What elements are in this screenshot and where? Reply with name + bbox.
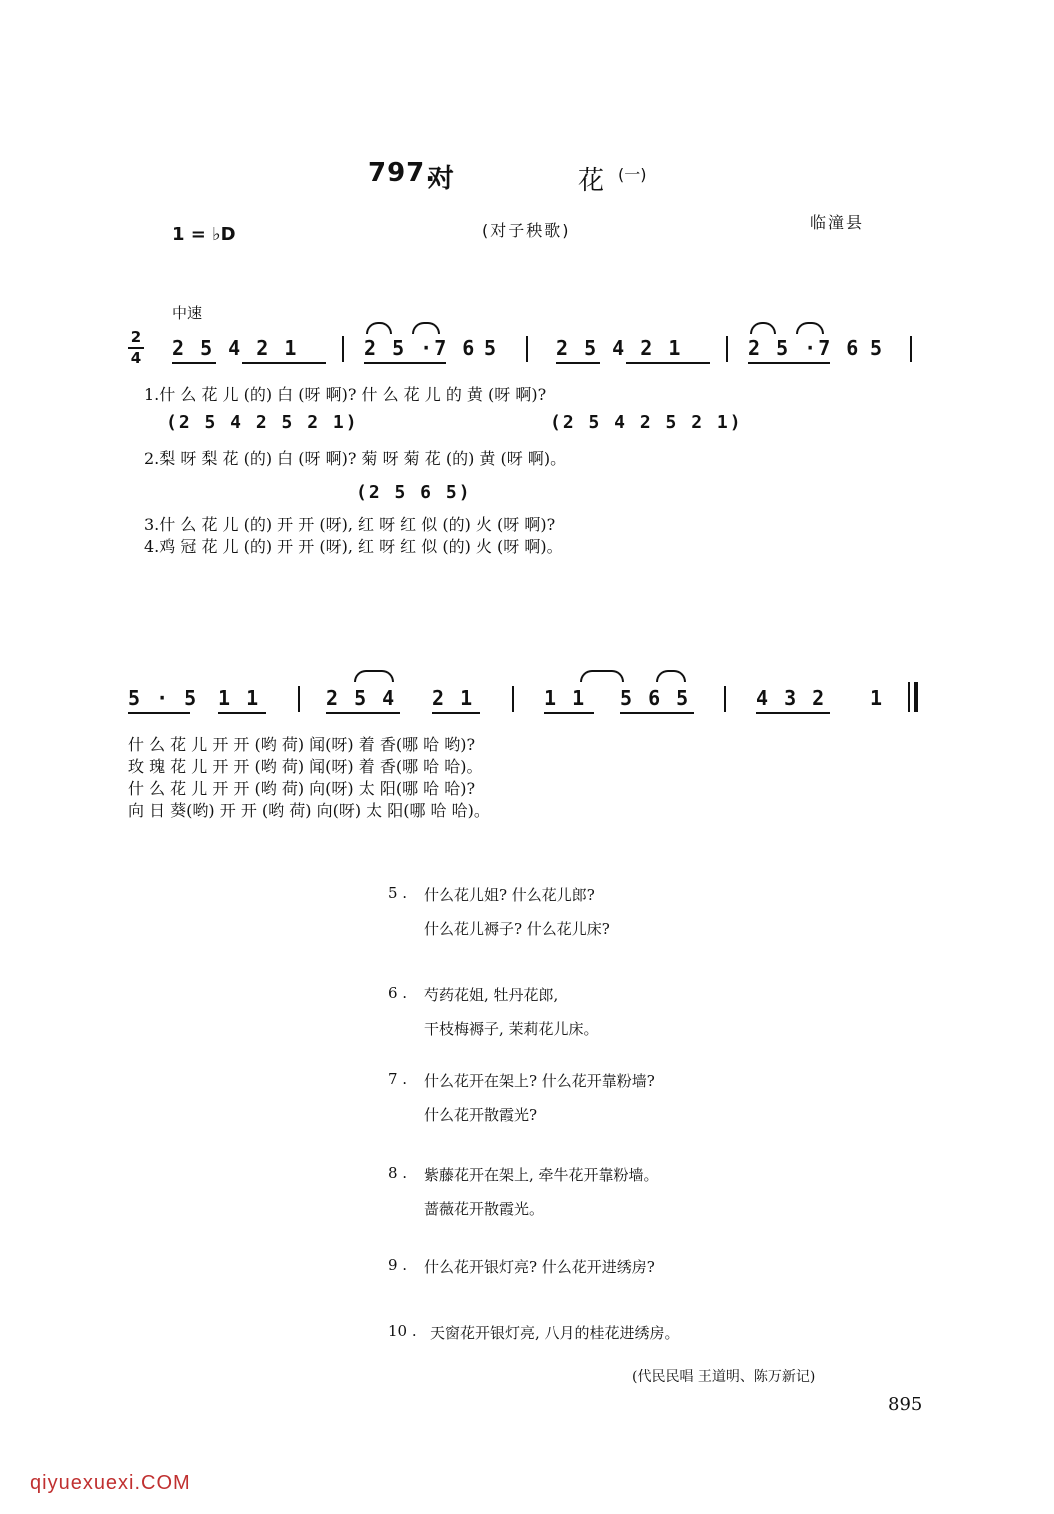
title-part-note: (一) (618, 165, 647, 184)
note-group: 2 5 4 2 1 (556, 336, 683, 360)
song-number: 797. (368, 158, 437, 188)
lyric-line: 1.什 么 花 儿 (的) 白 (呀 啊)? 什 么 花 儿 的 黄 (呀 啊)? (144, 385, 547, 404)
beam-line (626, 362, 710, 364)
title-char-2: 花 (578, 166, 605, 196)
note-group: 2 5 ·7 6 (748, 336, 861, 360)
verse-number: 5 . (388, 884, 408, 902)
note-group: 2 5 ·7 6 (364, 336, 477, 360)
lyric-line: 3.什 么 花 儿 (的) 开 开 (呀), 红 呀 红 似 (的) 火 (呀 啊)? (144, 515, 556, 534)
verse-line: 芍药花姐, 牡丹花郎, (424, 986, 559, 1004)
song-genre: (对子秧歌) (482, 221, 571, 240)
note-group: 1 1 (544, 686, 587, 710)
verse-line: 紫藤花开在架上, 牵牛花开靠粉墙。 (424, 1166, 659, 1184)
beam-line (556, 362, 600, 364)
page-number: 895 (888, 1394, 923, 1415)
key-signature: 1 = ♭D (172, 224, 236, 245)
note-group: 5 · 5 (128, 686, 199, 710)
beam-line (128, 712, 190, 714)
region-label: 临潼县 (810, 213, 865, 232)
barline (724, 686, 726, 712)
slur-mark (750, 322, 776, 334)
verse-line: 什么花开在架上? 什么花开靠粉墙? (424, 1072, 655, 1090)
note-group: 5 6 5 (620, 686, 691, 710)
verse-line: 干枝梅褥子, 茉莉花儿床。 (424, 1020, 599, 1038)
verse-line: 什么花开散霞光? (424, 1106, 538, 1124)
verse-line: 什么花儿褥子? 什么花儿床? (424, 920, 610, 938)
barline (512, 686, 514, 712)
lyric-line: 向 日 葵(哟) 开 开 (哟 荷) 向(呀) 太 阳(哪 哈 哈)。 (128, 801, 490, 820)
alternate-melody-1a: (2 5 4 2 5 2 1) (166, 412, 359, 433)
slur-mark (580, 670, 624, 682)
alternate-melody-2: (2 5 6 5) (356, 482, 472, 503)
lyric-line: 什 么 花 儿 开 开 (哟 荷) 向(呀) 太 阳(哪 哈 哈)? (128, 779, 476, 798)
barline (910, 336, 912, 362)
note-group: 2 5 4 2 1 (172, 336, 299, 360)
verse-number: 6 . (388, 984, 408, 1002)
verse-line: 什么花开银灯亮? 什么花开进绣房? (424, 1258, 655, 1276)
final-barline (908, 682, 910, 712)
lyric-line: 什 么 花 儿 开 开 (哟 荷) 闻(呀) 着 香(哪 哈 哟)? (128, 735, 476, 754)
verse-number: 10 . (388, 1322, 417, 1340)
verse-line: 什么花儿姐? 什么花儿郎? (424, 886, 595, 904)
barline (526, 336, 528, 362)
beam-line (364, 362, 446, 364)
beam-line (620, 712, 694, 714)
slur-mark (412, 322, 440, 334)
slur-mark (796, 322, 824, 334)
beam-line (326, 712, 400, 714)
beam-line (432, 712, 480, 714)
tempo-marking: 中速 (172, 304, 203, 322)
slur-mark (656, 670, 686, 682)
note-group: 2 1 (432, 686, 475, 710)
verse-number: 7 . (388, 1070, 408, 1088)
verse-line: 天窗花开银灯亮, 八月的桂花进绣房。 (430, 1324, 680, 1342)
beam-line (242, 362, 326, 364)
time-signature-bottom: 4 (128, 347, 144, 367)
note-group: 4 3 2 (756, 686, 827, 710)
credit-line: (代民民唱 王道明、陈万新记) (632, 1369, 816, 1385)
barline (298, 686, 300, 712)
barline (342, 336, 344, 362)
title-char-1: 对 (428, 164, 456, 194)
alternate-melody-1b: (2 5 4 2 5 2 1) (550, 412, 743, 433)
lyric-line: 2.梨 呀 梨 花 (的) 白 (呀 啊)? 菊 呀 菊 花 (的) 黄 (呀 啊)。 (144, 449, 567, 468)
lyric-line: 玫 瑰 花 儿 开 开 (哟 荷) 闻(呀) 着 香(哪 哈 哈)。 (128, 757, 483, 776)
site-watermark: qiyuexuexi.COM (30, 1472, 191, 1494)
lyric-line: 4.鸡 冠 花 儿 (的) 开 开 (呀), 红 呀 红 似 (的) 火 (呀 啊)。 (144, 537, 563, 556)
slur-mark (366, 322, 392, 334)
note-group: 1 1 (218, 686, 261, 710)
time-signature-top: 2 (130, 328, 142, 346)
note-group: 5 (484, 336, 499, 360)
beam-line (756, 712, 830, 714)
final-barline-thick (914, 682, 918, 712)
verse-number: 8 . (388, 1164, 408, 1182)
beam-line (748, 362, 830, 364)
verse-line: 蔷薇花开散霞光。 (424, 1200, 545, 1218)
note-group: 5 (870, 336, 885, 360)
verse-number: 9 . (388, 1256, 408, 1274)
beam-line (544, 712, 594, 714)
note-group: 2 5 4 (326, 686, 397, 710)
barline (726, 336, 728, 362)
beam-line (218, 712, 266, 714)
beam-line (172, 362, 216, 364)
slur-mark (354, 670, 394, 682)
note-group: 1 (870, 686, 885, 710)
